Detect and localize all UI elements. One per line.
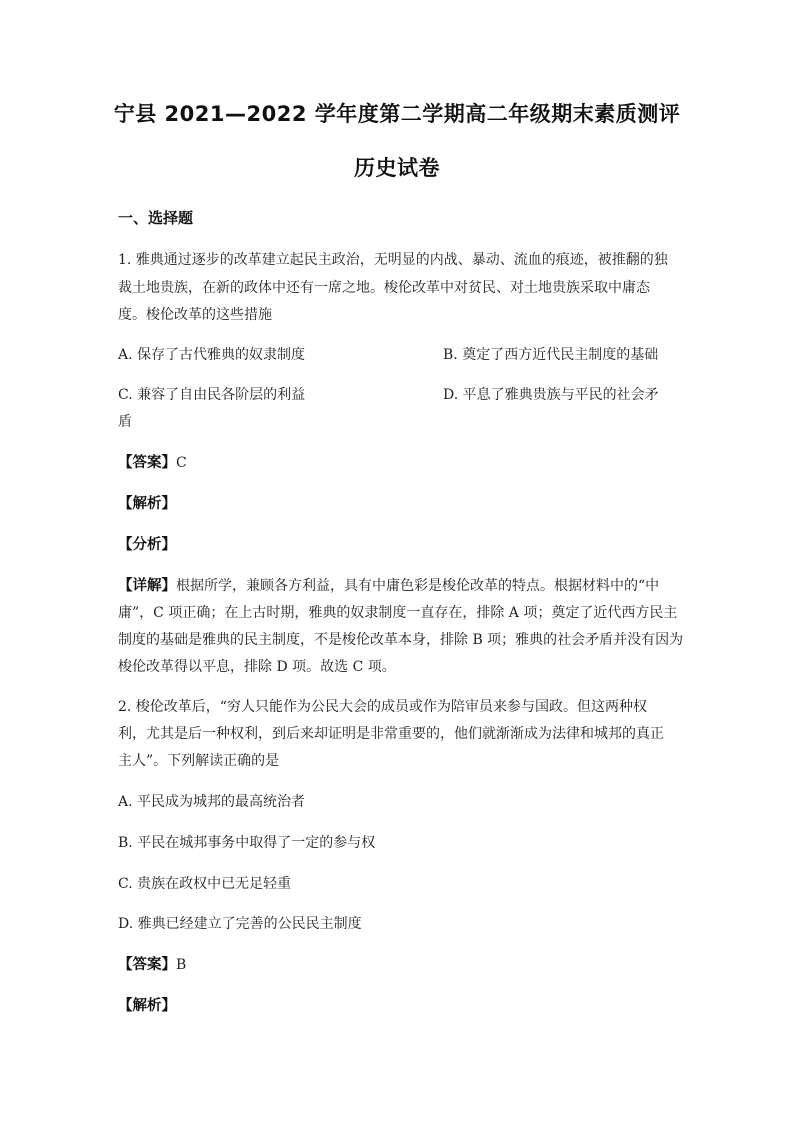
q1-option-b: B. 奠定了西方近代民主制度的基础 (443, 347, 659, 363)
q2-answer-value: B (176, 957, 187, 973)
q1-jiexi-label: 【解析】 (118, 496, 176, 512)
q1-detail-line-4: 梭伦改革得以平息，排除 D 项。故选 C 项。 (118, 659, 396, 675)
exam-subtitle: 历史试卷 (354, 156, 440, 180)
q1-stem-line-3: 度。梭伦改革的这些措施 (118, 307, 272, 323)
q1-answer-label: 【答案】 (118, 455, 176, 471)
q1-detail-line-3: 制度的基础是雅典的民主制度，不是梭伦改革本身，排除 B 项；雅典的社会矛盾并没有因为 (118, 632, 684, 648)
q2-answer-label: 【答案】 (118, 957, 176, 973)
q1-detail-label: 【详解】 (118, 578, 176, 594)
q1-detail-line-2: 庸”，C 项正确；在上古时期，雅典的奴隶制度一直存在，排除 A 项；奠定了近代西方民主 (118, 605, 678, 621)
q2-option-d: D. 雅典已经建立了完善的公民民主制度 (118, 916, 362, 932)
exam-title: 宁县 2021—2022 学年度第二学期高二年级期末素质测评 (113, 102, 681, 126)
q2-option-a: A. 平民成为城邦的最高统治者 (118, 794, 306, 810)
q2-option-c: C. 贵族在政权中已无足轻重 (118, 876, 292, 892)
q1-option-a: A. 保存了古代雅典的奴隶制度 (118, 347, 306, 363)
q1-stem-line-1: 1. 雅典通过逐步的改革建立起民主政治，无明显的内战、暴动、流血的痕迹，被推翻的独 (118, 252, 668, 268)
q1-answer-value: C (176, 455, 187, 471)
q2-stem-line-1: 2. 梭伦改革后，“穷人只能作为公民大会的成员或作为陪审员来参与国政。但这两种权 (118, 699, 647, 715)
q1-stem-line-2: 裁土地贵族，在新的政体中还有一席之地。梭伦改革中对贫民、对土地贵族采取中庸态 (118, 280, 650, 296)
q1-detail-text-1: 根据所学，兼顾各方利益，具有中庸色彩是梭伦改革的特点。根据材料中的“中 (176, 578, 660, 594)
q2-option-b: B. 平民在城邦事务中取得了一定的参与权 (118, 835, 376, 851)
q1-option-d: D. 平息了雅典贵族与平民的社会矛 (443, 387, 659, 403)
q2-jiexi-label: 【解析】 (118, 998, 176, 1014)
q1-option-c: C. 兼容了自由民各阶层的利益 (118, 387, 306, 403)
section-heading: 一、选择题 (118, 209, 194, 227)
q1-fenxi-label: 【分析】 (118, 537, 176, 553)
q2-stem-line-2: 利，尤其是后一种权利，到后来却证明是非常重要的，他们就渐渐成为法律和城邦的真正 (118, 726, 664, 742)
q2-answer (118, 955, 678, 975)
q1-answer (118, 453, 678, 473)
q1-option-d-continued: 盾 (118, 414, 132, 430)
q1-detail-line-1 (118, 576, 678, 596)
q2-stem-line-3: 主人”。下列解读正确的是 (118, 753, 280, 769)
